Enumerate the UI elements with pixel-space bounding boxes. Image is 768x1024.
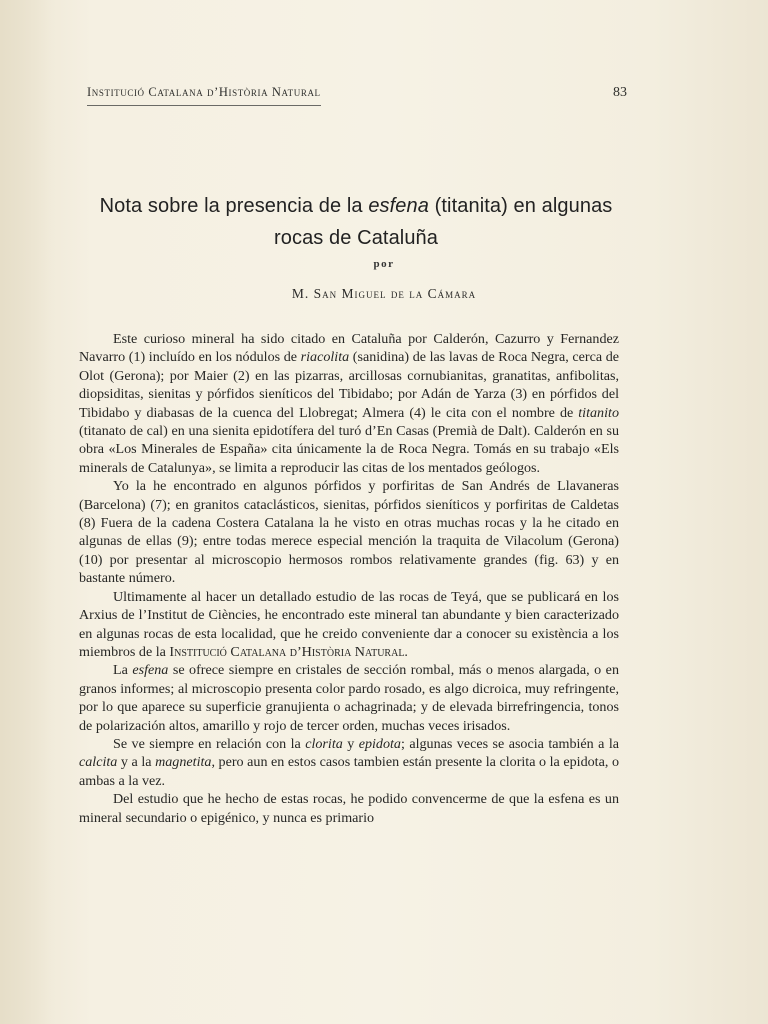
italic-term: esfena bbox=[132, 662, 169, 679]
italic-term: titanito bbox=[578, 404, 619, 421]
paragraph-text: Se ve siempre en relación con la bbox=[113, 735, 306, 752]
italic-term: epidota bbox=[358, 735, 401, 752]
paragraph-text: Yo la he encontrado en algunos pórfidos y porfiritas de San Andrés de Llavaneras (Barcelona) (7); en granitos cataclásticos, sienitas, pórfidos sieníticos y porfiritas de Caldetas (8) Fuera de la cadena Costera Catalana la he visto en otras muchas rocas y la he citado en algunas de ellas (9); entre todas merece especial mención la traquita de Vilacolum (Gerona) (10) por presentar al microscopio hermosos rombos relativamente grandes (fig. 63) y en bastante número. bbox=[79, 478, 619, 587]
paragraph-text: y bbox=[342, 735, 359, 752]
italic-term: clorita bbox=[305, 735, 343, 752]
small-caps-text: Institució Catalana d’Història Natural. bbox=[169, 643, 408, 660]
paragraph-text: y a la bbox=[117, 754, 156, 771]
byline-por: por bbox=[373, 258, 395, 270]
body-paragraph bbox=[79, 661, 619, 735]
body-paragraph bbox=[79, 477, 619, 587]
paragraph-text: Ultimamente al hacer un detallado estudio de las rocas de Teyá, que se publicará en los Arxius de l’Institut de Ciències, he encontrado este mineral tan abundante y bien caracterizado en algunas rocas de esta localidad, que he creido conveniente dar a conocer su existència a los miembros de la bbox=[79, 588, 619, 660]
paragraph-text: Del estudio que he hecho de estas rocas, he podido convencerme de que la esfena es un mineral secundario o epigénico, y nunca es primario bbox=[79, 791, 619, 826]
article-title-part2: (titanita) en algunas rocas de Cataluña bbox=[273, 195, 613, 249]
body-paragraph bbox=[79, 790, 619, 827]
article-body bbox=[79, 330, 619, 827]
paragraph-text: , pero aun en estos casos tambien están presente la clorita o la epidota, o ambas a la vez. bbox=[79, 754, 619, 789]
body-paragraph bbox=[79, 330, 619, 477]
italic-term: calcita bbox=[79, 754, 118, 771]
article-title-italic: esfena bbox=[368, 195, 429, 217]
paragraph-text: ; algunas veces se asocia también a la bbox=[400, 735, 620, 752]
body-paragraph bbox=[79, 735, 619, 790]
article-title-part1: Nota sobre la presencia de la bbox=[99, 195, 369, 217]
paragraph-text: (sanidina) de las lavas de Roca Negra, cerca de Olot (Gerona); por Maier (2) en las pizarras, arcillosas cornubianitas, granatitas, anfibolitas, diopsiditas, sienitas y pórfidos sieníticos del Tibidabo; por Adán de Yarza (3) en pórfidos del Tibidabo y diabasas de la cuenca del Llobregat; Almera (4) le cita con el nombre de bbox=[79, 349, 619, 421]
italic-term: magnetita bbox=[155, 754, 212, 771]
paragraph-text: La bbox=[113, 662, 133, 679]
article-title bbox=[76, 190, 636, 254]
italic-term: riacolita bbox=[300, 349, 350, 366]
page-edge-shadow bbox=[0, 0, 52, 1024]
running-head-title: Institució Catalana d’Història Natural bbox=[87, 85, 321, 106]
paragraph-text: se ofrece siempre en cristales de sección rombal, más o menos alargada, o en granos informes; al microscopio presenta color pardo rosado, es algo dicroica, muy refringente, por lo que aparece su superficie granujienta o achagrinada; y de elevada birrefringencia, tonos de polarización altos, amarillo y rojo de tercer orden, muchas veces irisados. bbox=[79, 662, 619, 734]
page-number: 83 bbox=[613, 85, 627, 100]
author-name: M. San Miguel de la Cámara bbox=[291, 286, 477, 301]
body-paragraph bbox=[79, 588, 619, 662]
running-head bbox=[87, 85, 627, 109]
paragraph-text: (titanato de cal) en una sienita epidotífera del turó d’En Casas (Premià de Dalt). Calderón en su obra «Los Minerales de España» cita únicamente la de Roca Negra. Tomás en su trabajo «Els minerals de Catalunya», se limita a reproducir las citas de los mentados geólogos. bbox=[79, 423, 619, 476]
paragraph-text: Este curioso mineral ha sido citado en Cataluña por Calderón, Cazurro y Fernandez Navarro (1) incluído en los nódulos de bbox=[79, 331, 619, 366]
